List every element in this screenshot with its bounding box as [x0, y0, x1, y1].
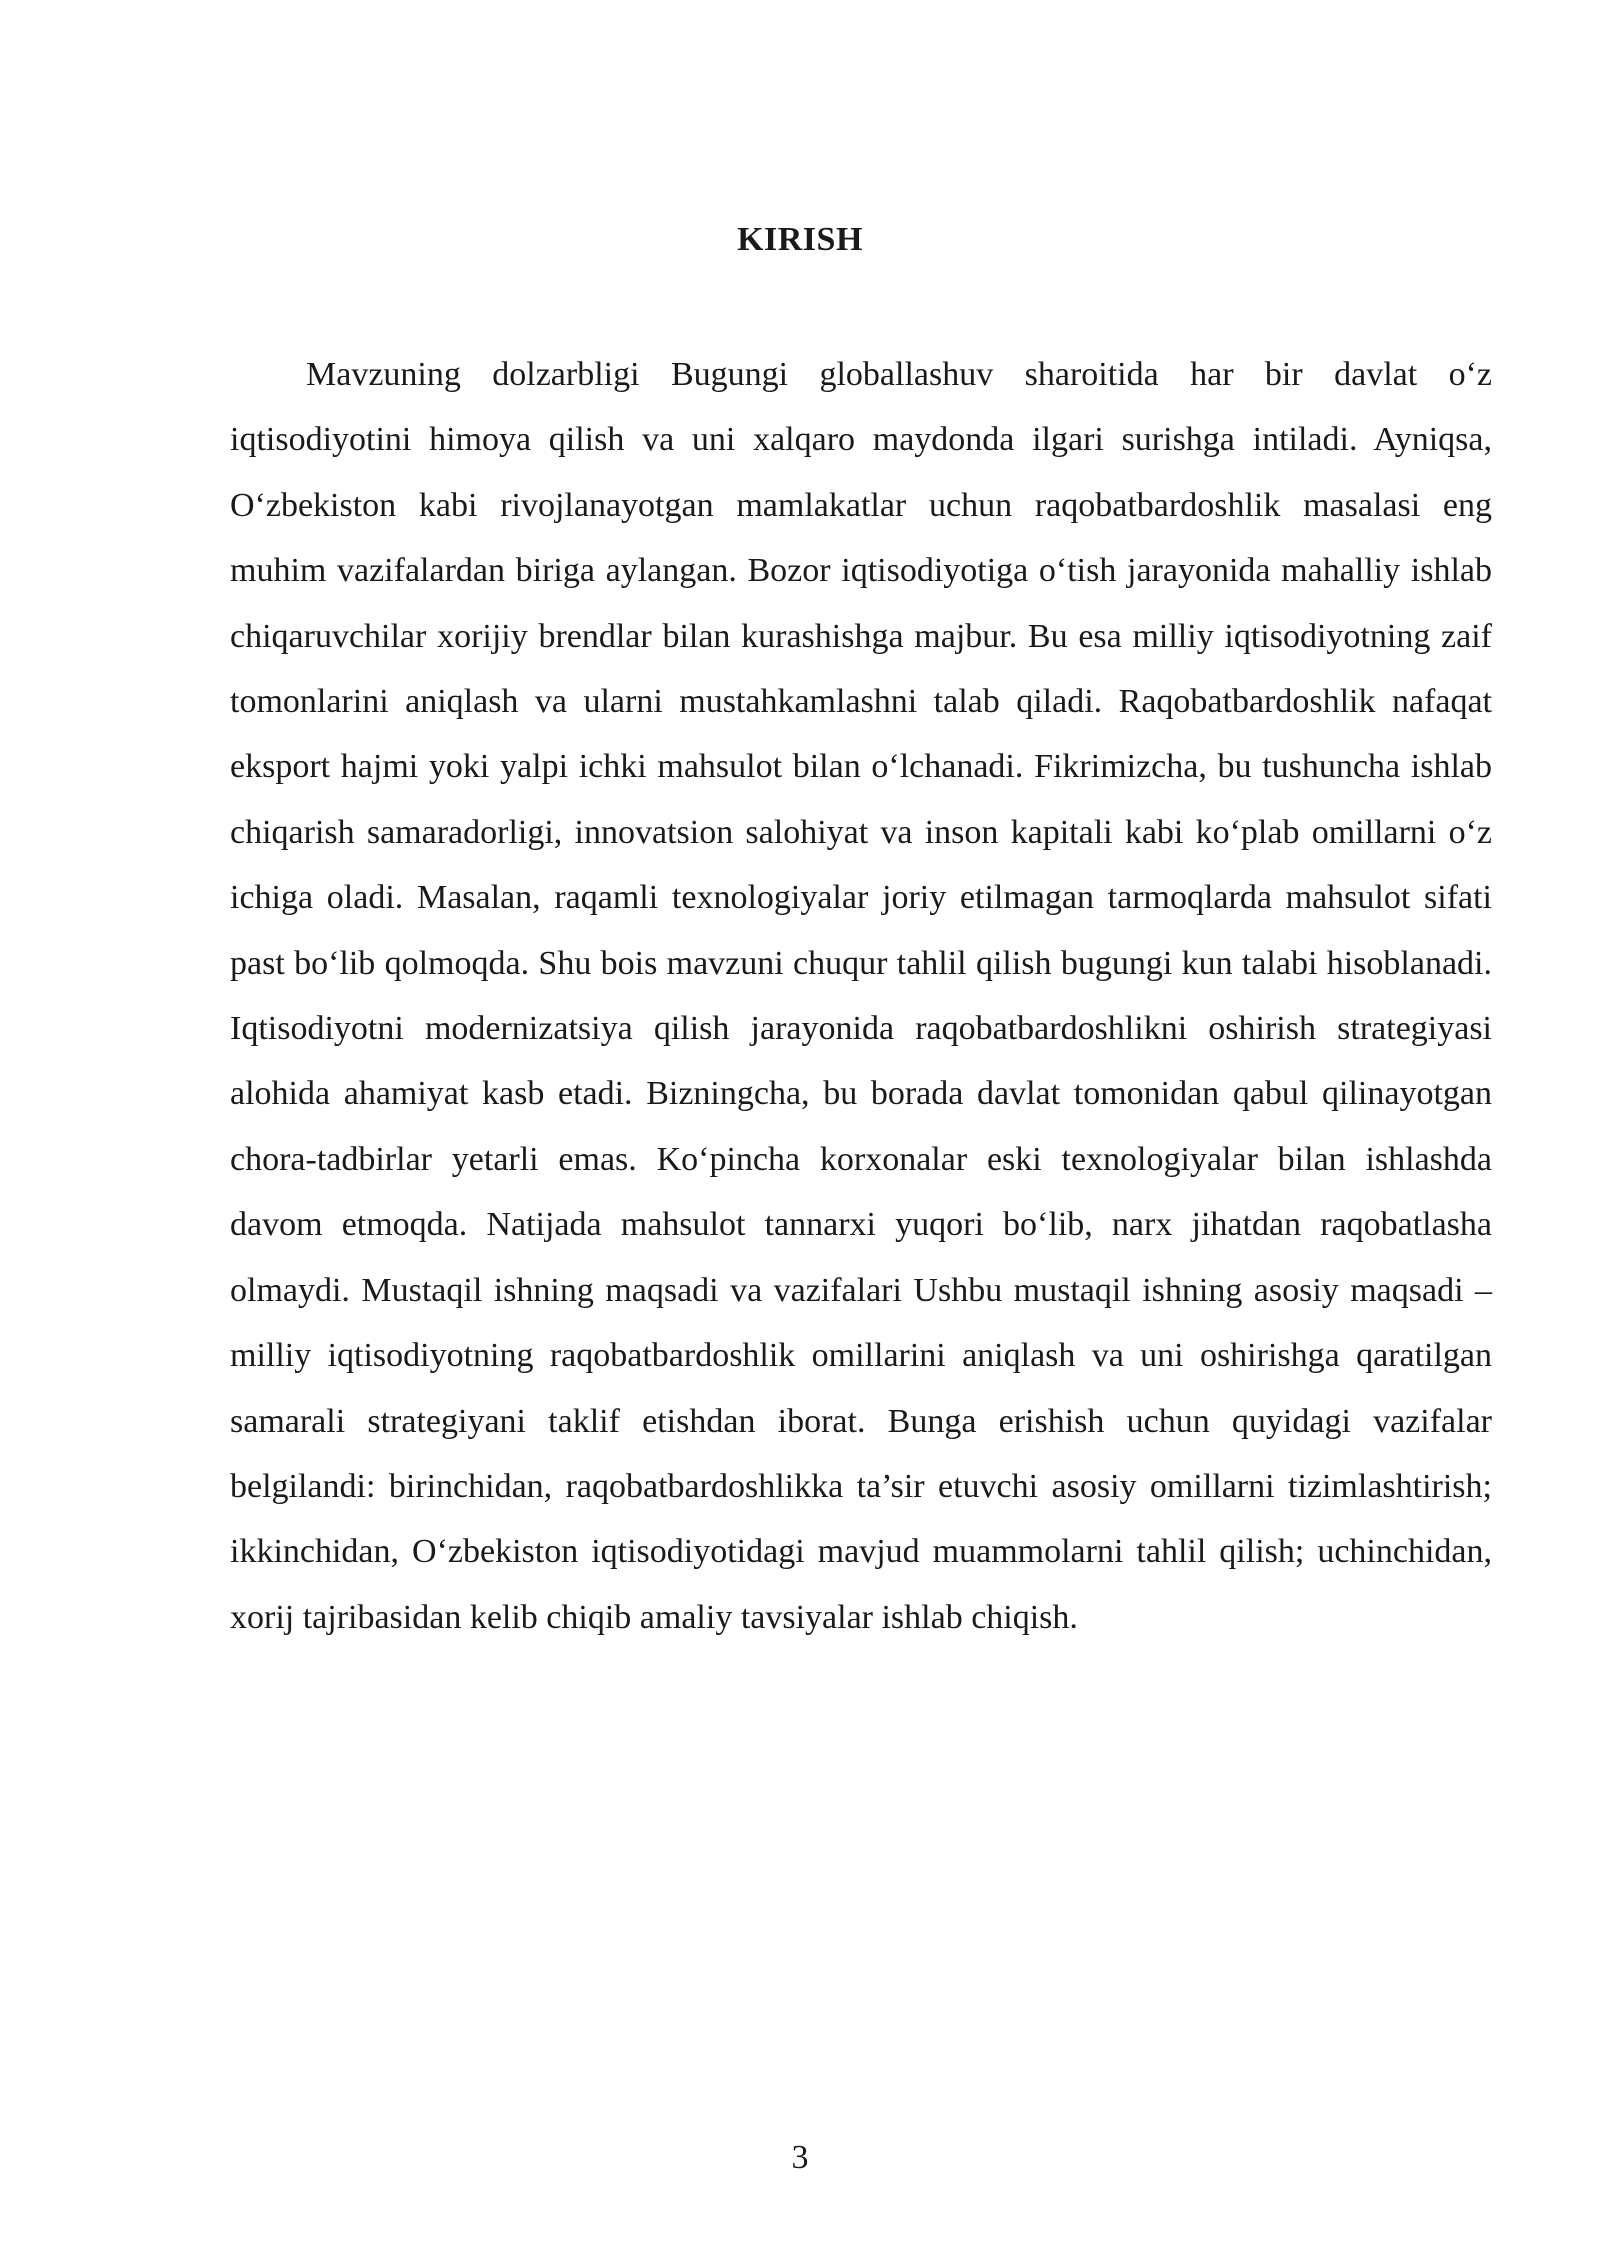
section-title: KIRISH [737, 221, 863, 258]
page-number: 3 [791, 2139, 809, 2176]
body-paragraph: Mavzuning dolzarbligi Bugungi globallashuv sharoitida har bir davlat o‘z iqtisodiyotini himoya qilish va uni xalqaro maydonda ilgari surishga intiladi. Ayniqsa, O‘zbekiston kabi rivojlanayotgan mamlakatlar uchun raqobatbardoshlik masalasi eng muhim vazifalardan biriga aylangan. Bozor iqtisodiyotiga o‘tish jarayonida mahalliy ishlab chiqaruvchilar xorijiy brendlar bilan kurashishga majbur. Bu esa milliy iqtisodiyotning zaif tomonlarini aniqlash va ularni mustahkamlashni talab qiladi. Raqobatbardoshlik nafaqat eksport hajmi yoki yalpi ichki mahsulot bilan o‘lchanadi. Fikrimizcha, bu tushuncha ishlab chiqarish samaradorligi, innovatsion salohiyat va inson kapitali kabi ko‘plab omillarni o‘z ichiga oladi. Masalan, raqamli texnologiyalar joriy etilmagan tarmoqlarda mahsulot sifati past bo‘lib qolmoqda. Shu bois mavzuni chuqur tahlil qilish bugungi kun talabi hisoblanadi. Iqtisodiyotni modernizatsiya qilish jarayonida raqobatbardoshlikni oshirish strategiyasi alohida ahamiyat kasb etadi. Bizningcha, bu borada davlat tomonidan qabul qilinayotgan chora-tadbirlar yetarli emas. Ko‘pincha korxonalar eski texnologiyalar bilan ishlashda davom etmoqda. Natijada mahsulot tannarxi yuqori bo‘lib, narx jihatdan raqobatlasha olmaydi. Mustaqil ishning maqsadi va vazifalari Ushbu mustaqil ishning asosiy maqsadi – milliy iqtisodiyotning raqobatbardoshlik omillarini aniqlash va uni oshirishga qaratilgan samarali strategiyani taklif etishdan iborat. Bunga erishish uchun quyidagi vazifalar belgilandi: birinchidan, raqobatbardoshlikka ta’sir etuvchi asosiy omillarni tizimlashtirish; ikkinchidan, O‘zbekiston iqtisodiyotidagi mavjud muammolarni tahlil qilish; uchinchidan, xorij tajribasidan kelib chiqib amaliy tavsiyalar ishlab chiqish. [230, 356, 1492, 1636]
